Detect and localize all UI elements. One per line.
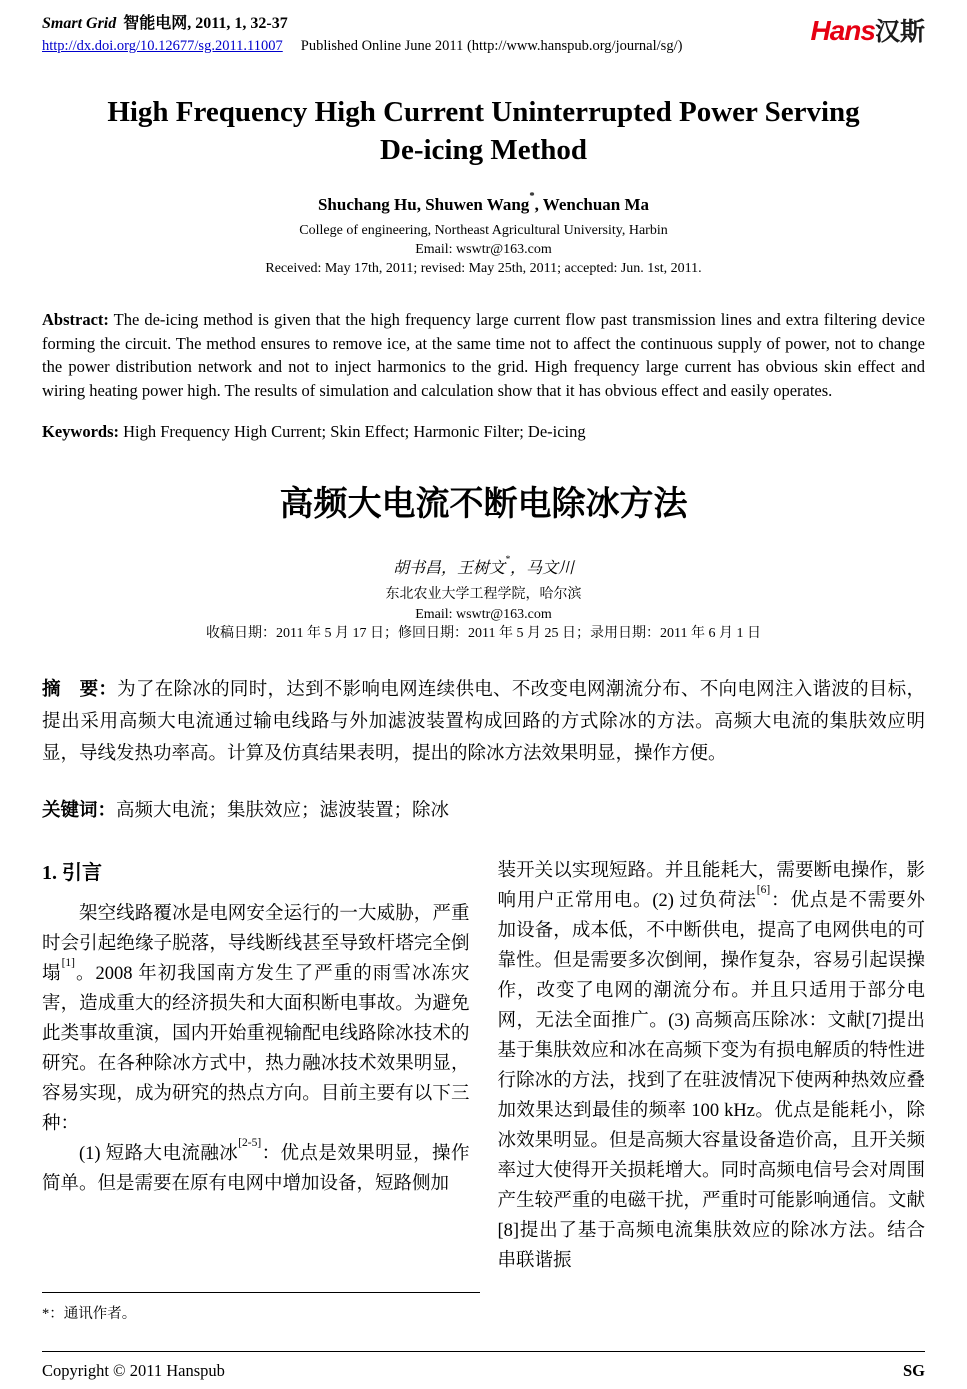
- journal-issue-info: 智能电网, 2011, 1, 32-37: [123, 15, 288, 32]
- journal-name: Smart Grid: [42, 15, 117, 32]
- authors-en: Shuchang Hu, Shuwen Wang*, Wenchuan Ma: [317, 190, 650, 214]
- copyright-text: Copyright © 2011 Hanspub: [42, 1361, 225, 1380]
- paper-title-cn: 高频大电流不断电除冰方法: [279, 486, 688, 523]
- body-column-left: [42, 856, 470, 1276]
- page-header: [42, 10, 925, 55]
- affiliation-en: College of engineering, Northeast Agricultural University, Harbin: [299, 223, 668, 238]
- email-cn: Email: wswtr@163.com: [415, 606, 552, 622]
- publisher-logo: [811, 12, 925, 48]
- hans-logo-text: Hans: [810, 15, 875, 46]
- body-columns: [42, 856, 925, 1276]
- email-en: Email: wswtr@163.com: [415, 242, 552, 257]
- paper-title-en: High Frequency High Current Uninterrupted Power Serving De-icing Method: [107, 96, 860, 166]
- journal-code: SG: [902, 1361, 925, 1380]
- hans-logo-cn-text: 汉斯: [874, 18, 925, 46]
- footnote-text: *：通讯作者。: [42, 1306, 137, 1322]
- paragraph-method-1: (1) 短路大电流融冰[2-5]：优点是效果明显，操作简单。但是需要在原有电网中增加设备，短路侧加: [42, 1137, 470, 1194]
- body-column-right: [498, 856, 926, 1276]
- page-footer: [42, 1351, 925, 1381]
- received-dates-en: Received: May 17th, 2011; revised: May 25th, 2011; accepted: Jun. 1st, 2011.: [265, 261, 702, 276]
- journal-title-line: [42, 10, 682, 33]
- abstract-cn: 摘 要：为了在除冰的同时，达到不影响电网连续供电、不改变电网潮流分布、不向电网注入谐波的目标，提出采用高频大电流通过输电线路与外加滤波装置构成回路的方式除冰的方法。高频大电流的集肤效应明显，导线发热功率高。计算及仿真结果表明，提出的除冰方法效果明显，操作方便。: [42, 679, 925, 764]
- published-online-text: Published Online June 2011 (http://www.hanspub.org/journal/sg/): [300, 38, 683, 54]
- section-1-heading: 1. 引言: [42, 861, 102, 884]
- affiliation-cn: 东北农业大学工程学院，哈尔滨: [385, 587, 582, 602]
- paragraph-continued: 装开关以实现短路。并且能耗大，需要断电操作，影响用户正常用电。(2) 过负荷法[6]：优点是不需要外加设备，成本低，不中断供电，提高了电网供电的可靠性。但是需要多次倒闸，操作复杂，容易引起误操作，改变了电网的潮流分布。并且只适用于部分电网，无法全面推广。(3) 高频高压除冰：文献[7]提出基于集肤效应和冰在高频下变为有损电解质的特性进行除冰的方法，找到了在驻波情况下使两种热效应叠加效果达到最佳的频率 100 kHz。优点是能耗小，除冰效果明显。但是高频大容量设备造价高，且开关频率过大使得开关损耗增大。同时高频电信号会对周围产生较严重的电磁干扰，严重时可能影响通信。文献[8]提出了基于高频电流集肤效应的除冰方法。结合串联谐振: [497, 860, 925, 1271]
- authors-cn: 胡书昌，王树文*，马文川: [393, 554, 574, 577]
- paragraph-intro: 架空线路覆冰是电网安全运行的一大威胁，严重时会引起绝缘子脱落，导线断线甚至导致杆塔完全倒塌[1]。2008 年初我国南方发生了严重的雨雪冰冻灾害，造成重大的经济损失和大面积断电事故。为避免此类事故重演，国内开始重视输配电线路除冰技术的研究。在各种除冰方式中，热力融冰技术效果明显，容易实现，成为研究的热点方向。目前主要有以下三种：: [42, 903, 470, 1134]
- keywords-cn: 关键词：高频大电流；集肤效应；滤波装置；除冰: [42, 800, 450, 821]
- received-dates-cn: 收稿日期：2011 年 5 月 17 日；修回日期：2011 年 5 月 25 日；录用日期：2011 年 6 月 1 日: [206, 626, 761, 641]
- doi-line: [42, 38, 682, 55]
- doi-link[interactable]: http://dx.doi.org/10.12677/sg.2011.11007: [42, 38, 283, 54]
- journal-info: [42, 10, 682, 55]
- keywords-en: Keywords: High Frequency High Current; Skin Effect; Harmonic Filter; De-icing: [42, 422, 586, 441]
- abstract-en: Abstract: The de-icing method is given that the high frequency large current flow past transmission lines and extra filtering device forming the circuit. The method ensures to remove ice, at the same time not to affect the continuous supply of power, not to change the power distribution network and not to inject harmonics to the grid. High frequency large current has obvious skin effect and wiring heating power high. The results of simulation and calculation show that it has obvious effect and easily operates.: [42, 310, 925, 400]
- corresponding-author-note: [42, 1292, 480, 1323]
